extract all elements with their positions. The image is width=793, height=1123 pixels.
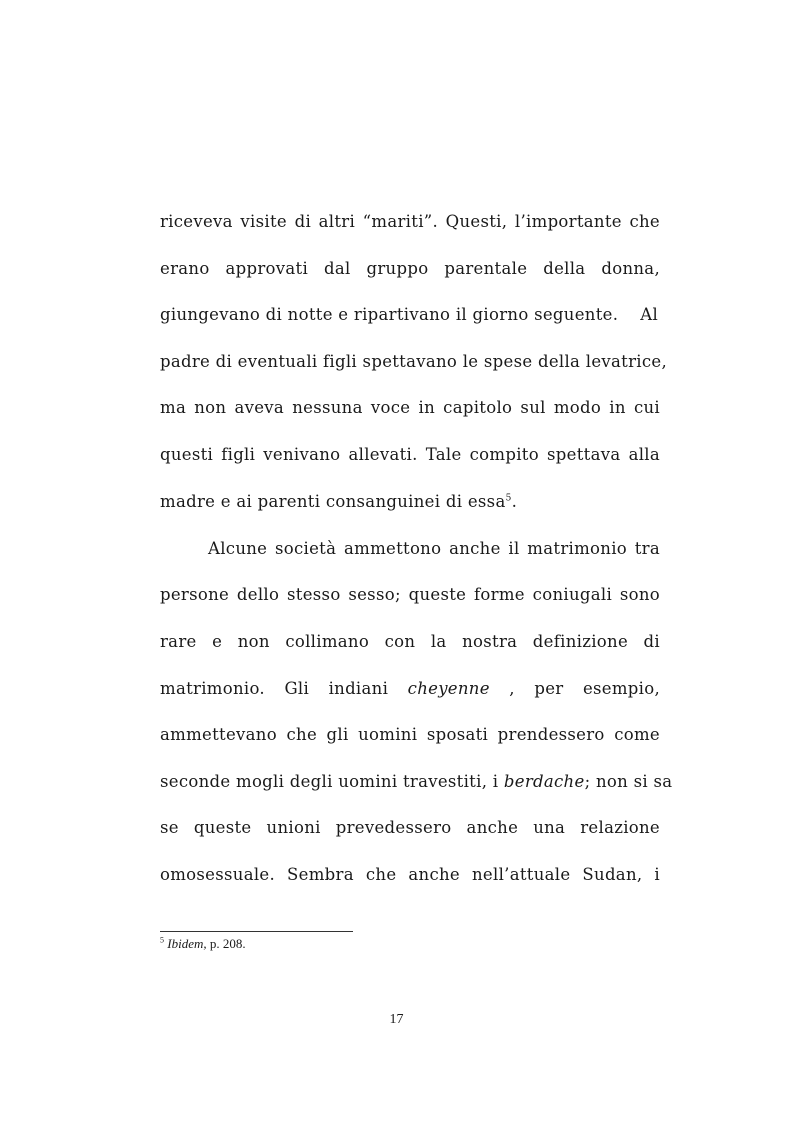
italic-term-berdache: berdache [503,772,585,791]
footnote-reference: 5 [505,493,512,504]
text-line-9: persone dello stesso sesso; queste forme coniugali sono [160,585,660,604]
text-line-6: questi figli venivano allevati. Tale compito spettava alla [160,445,660,464]
text-line-7: madre e ai parenti consanguinei di essa$^5$. [160,492,518,511]
italic-term-cheyenne: cheyenne [407,679,490,698]
footnote-number: 5 [160,935,164,945]
text-line-15: omosessuale. Sembra che anche nell’attuale Sudan, i [160,865,660,884]
text-line-4: padre di eventuali figli spettavano le spese della levatrice, [160,352,667,371]
footnote [160,936,246,952]
text-line-12: ammettevano che gli uomini sposati prendessero come [160,725,660,744]
text-line-14: se queste unioni prevedessero anche una relazione [160,818,660,837]
text-line-1: riceveva visite di altri “mariti”. Questi, l’importante che [160,212,660,231]
text-line-10: rare e non collimano con la nostra definizione di [160,632,660,651]
footnote-source: Ibidem, [167,936,207,951]
text-line-2: erano approvati dal gruppo parentale della donna, [160,259,660,278]
text-line-11: matrimonio. Gli indiani cheyenne , per esempio, [160,679,661,698]
text-line-5: ma non aveva nessuna voce in capitolo sul modo in cui [160,398,660,417]
footnote-divider [160,931,353,932]
footnote-page: p. 208. [206,936,246,951]
text-line-3: giungevano di notte e ripartivano il giorno seguente. Al [160,305,659,324]
text-line-8: Alcune società ammettono anche il matrimonio tra [208,539,660,558]
page-number: 17 [389,1012,404,1027]
text-line-13: seconde mogli degli uomini travestiti, i berdache; non si sa [160,772,673,791]
